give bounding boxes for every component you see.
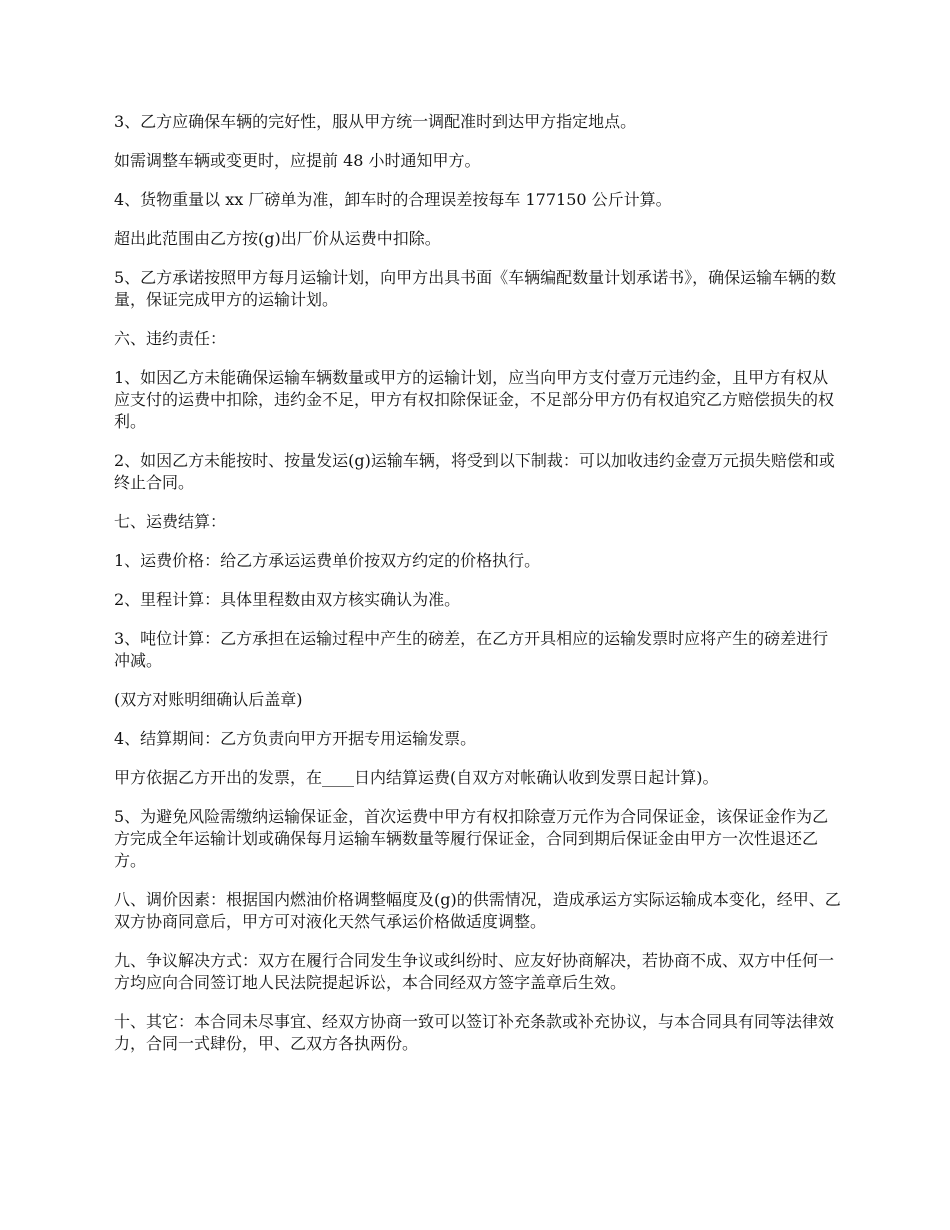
paragraph-tonnage: 3、吨位计算：乙方承担在运输过程中产生的磅差，在乙方开具相应的运输发票时应将产生的磅差进行冲减。 — [114, 629, 829, 670]
section-price-adjustment: 八、调价因素：根据国内燃油价格调整幅度及(g)的供需情况，造成承运方实际运输成本变化，经甲、乙双方协商同意后，甲方可对液化天然气承运价格做适度调整。 — [114, 890, 841, 931]
section-dispute-resolution: 九、争议解决方式：双方在履行合同发生争议或纠纷时、应友好协商解决，若协商不成、双方中任何一方均应向合同签订地人民法院提起诉讼，本合同经双方签字盖章后生效。 — [114, 951, 835, 992]
paragraph-excess-deduction: 超出此范围由乙方按(g)出厂价从运费中扣除。 — [114, 229, 441, 248]
paragraph-settlement-days: 甲方依据乙方开出的发票，在____日内结算运费(自双方对帐确认收到发票日起计算)。 — [114, 768, 719, 787]
paragraph-clause-4-weight: 4、货物重量以 xx 厂磅单为准，卸车时的合理误差按每车 177150 公斤计算。 — [114, 190, 672, 209]
paragraph-mileage: 2、里程计算：具体里程数由双方核实确认为准。 — [114, 590, 461, 609]
section-heading-freight-settlement: 七、运费结算： — [114, 512, 227, 531]
contract-page — [114, 111, 842, 1072]
paragraph-breach-1: 1、如因乙方未能确保运输车辆数量或甲方的运输计划，应当向甲方支付壹万元违约金，且甲方有权从应支付的运费中扣除，违约金不足，甲方有权扣除保证金，不足部分甲方仍有权追究乙方赔偿损失的权利。 — [114, 368, 835, 431]
section-heading-breach-liability: 六、违约责任： — [114, 329, 227, 348]
paragraph-clause-3: 3、乙方应确保车辆的完好性，服从甲方统一调配准时到达甲方指定地点。 — [114, 112, 637, 131]
paragraph-deposit: 5、为避免风险需缴纳运输保证金，首次运费中甲方有权扣除壹万元作为合同保证金，该保证金作为乙方完成全年运输计划或确保每月运输车辆数量等履行保证金，合同到期后保证金由甲方一次性退还乙方。 — [114, 807, 829, 870]
section-other: 十、其它：本合同未尽事宜、经双方协商一致可以签订补充条款或补充协议，与本合同具有同等法律效力，合同一式肆份，甲、乙双方各执两份。 — [114, 1012, 835, 1053]
paragraph-clause-5-commitment: 5、乙方承诺按照甲方每月运输计划，向甲方出具书面《车辆编配数量计划承诺书》，确保运输车辆的数量，保证完成甲方的运输计划。 — [114, 268, 837, 309]
paragraph-vehicle-change-notice: 如需调整车辆或变更时，应提前 48 小时通知甲方。 — [114, 151, 481, 170]
paragraph-breach-2: 2、如因乙方未能按时、按量发运(g)运输车辆，将受到以下制裁：可以加收违约金壹万元损失赔偿和或终止合同。 — [114, 451, 835, 492]
paragraph-freight-price: 1、运费价格：给乙方承运运费单价按双方约定的价格执行。 — [114, 551, 541, 570]
paragraph-account-stamp-note: (双方对账明细确认后盖章) — [114, 690, 303, 709]
paragraph-settlement-period: 4、结算期间：乙方负责向甲方开据专用运输发票。 — [114, 729, 477, 748]
